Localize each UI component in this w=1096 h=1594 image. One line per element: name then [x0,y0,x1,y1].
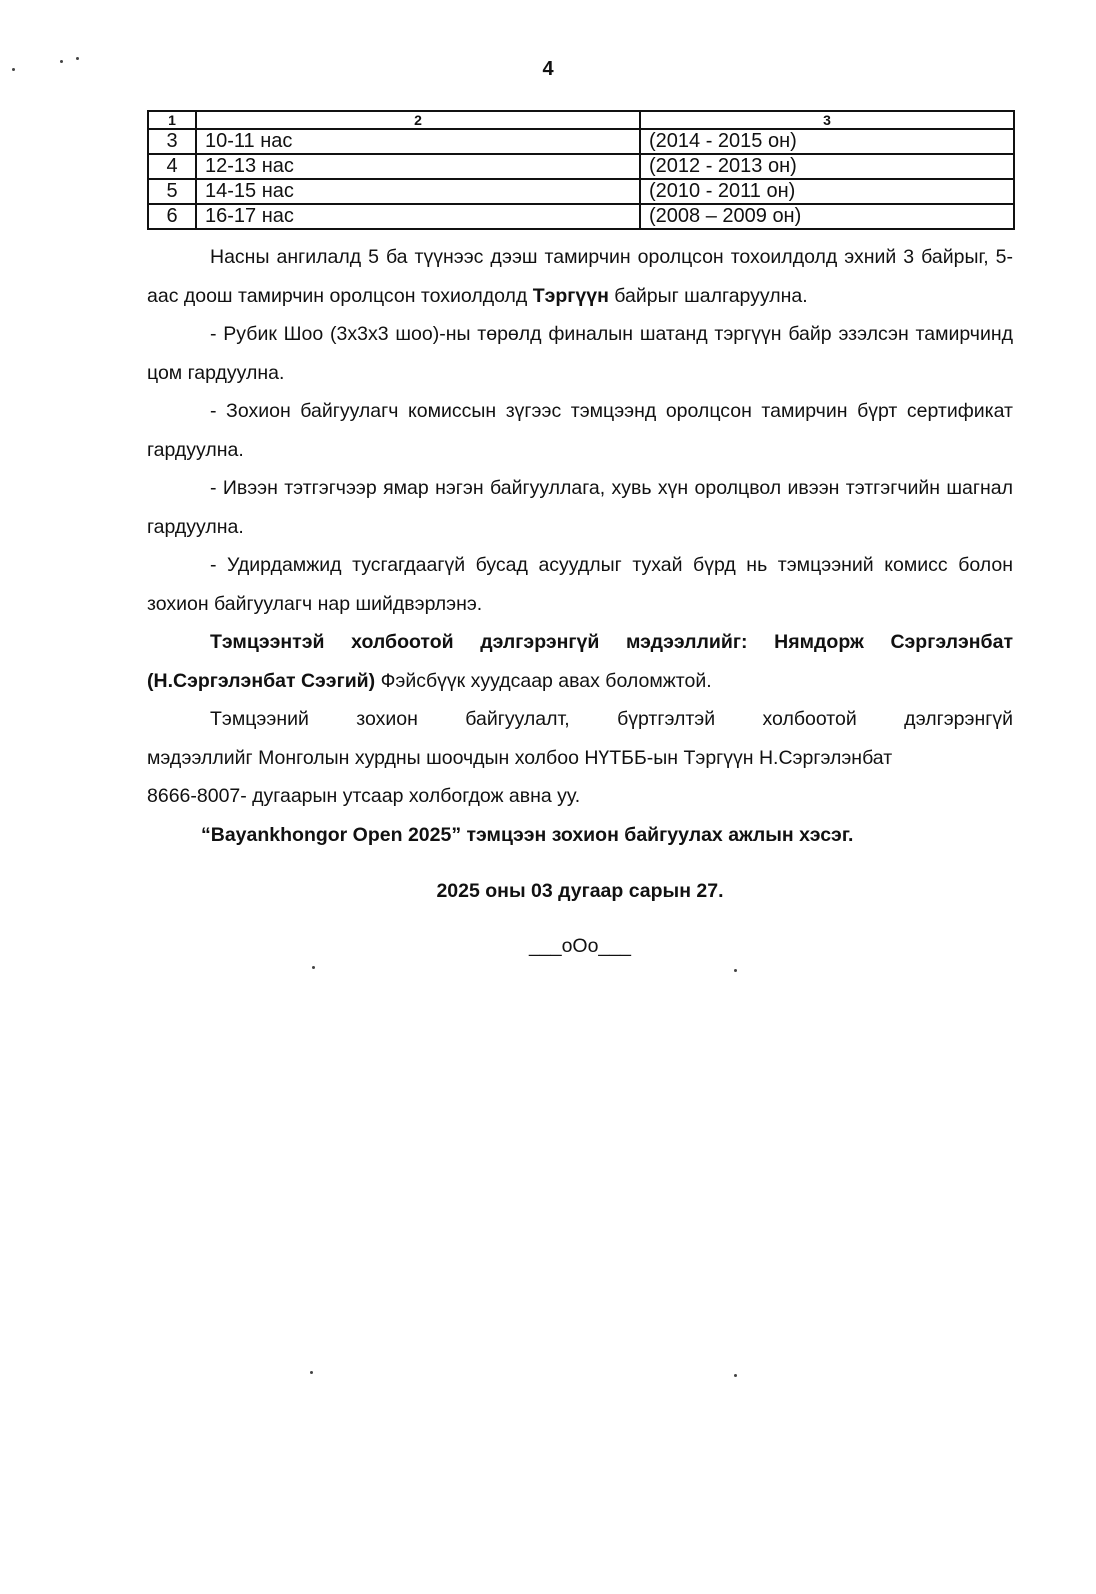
table-row [148,154,1014,179]
age-category-table-wrap [147,110,1015,230]
table-cell-age: 16-17 нас [196,204,640,229]
scan-speck [312,966,315,969]
scan-speck [60,60,63,63]
table-row [148,204,1014,229]
table-header-cell: 2 [196,111,640,129]
bold-term: Тэргүүн [532,284,609,307]
table-cell-age: 10-11 нас [196,129,640,154]
paragraph-registration-line-3: 8666-8007- дугаарын утсаар холбогдож авна уу. [147,785,581,807]
paragraph-other-issues: - Удирдамжид тусгагдаагүй бусад асуудлыг тухай бүрд нь тэмцээний комисс болон зохион байгуулагч нар шийдвэрлэнэ. [147,554,1013,615]
age-category-table [147,110,1015,230]
page-number: 4 [542,58,554,80]
paragraph-cup-award: - Рубик Шоо (3х3х3 шоо)-ны төрөлд финалын шатанд тэргүүн байр эзэлсэн тамирчинд цом гардуулна. [147,323,1013,384]
table-cell-years: (2012 - 2013 он) [640,154,1014,179]
table-header-cell: 3 [640,111,1014,129]
end-mark: ___оОо___ [529,934,631,957]
scan-speck [76,57,79,60]
contact-person: Тэмцээнтэй холбоотой дэлгэрэнгүй мэдээллийг: Нямдорж Сэргэлэнбат (Н.Сэргэлэнбат Сээгий) [147,631,1013,692]
table-cell-years: (2014 - 2015 он) [640,129,1014,154]
table-cell-age: 14-15 нас [196,179,640,204]
table-header-row [148,111,1014,129]
table-cell-years: (2008 – 2009 он) [640,204,1014,229]
document-date: 2025 оны 03 дугаар сарын 27. [436,880,724,902]
paragraph-text: байрыг шалгаруулна. [608,284,808,307]
paragraph-text: Фэйсбүүк хуудсаар авах боломжтой. [375,669,712,692]
document-body [147,238,1013,965]
table-cell-number: 4 [148,154,196,179]
paragraph-certificate: - Зохион байгуулагч комиссын зүгээс тэмцээнд оролцсон тамирчин бүрт сертификат гардуулна. [147,400,1013,461]
table-row [148,129,1014,154]
paragraph-registration-line-2: мэдээллийг Монголын хурдны шоочдын холбоо НҮТББ-ын Тэргүүн Н.Сэргэлэнбат [147,746,893,769]
paragraph-contact-info [147,623,1013,700]
table-cell-number: 3 [148,129,196,154]
scan-speck [310,1371,313,1374]
table-cell-age: 12-13 нас [196,154,640,179]
table-cell-number: 6 [148,204,196,229]
paragraph-registration-line-1: Тэмцээний зохион байгуулалт, бүртгэлтэй холбоотой дэлгэрэнгүй [210,708,1013,730]
table-cell-number: 5 [148,179,196,204]
scan-speck [12,68,15,71]
paragraph-text: Насны ангилалд 5 ба түүнээс дээш тамирчин оролцсон тохоилдолд эхний 3 байрыг, 5-аас доош тамирчин оролцсон тохиолдолд [147,246,1013,307]
table-row [148,179,1014,204]
scan-speck [734,1374,737,1377]
closing-signature: “Bayankhongor Open 2025” тэмцээн зохион байгуулах ажлын хэсэг. [201,823,854,846]
paragraph-sponsor-award: - Ивээн тэтгэгчээр ямар нэгэн байгууллага, хувь хүн оролцвол ивээн тэтгэгчийн шагнал гардуулна. [147,477,1013,538]
table-header-cell: 1 [148,111,196,129]
scan-speck [734,969,737,972]
table-cell-years: (2010 - 2011 он) [640,179,1014,204]
paragraph-placement-rules [147,238,1013,315]
